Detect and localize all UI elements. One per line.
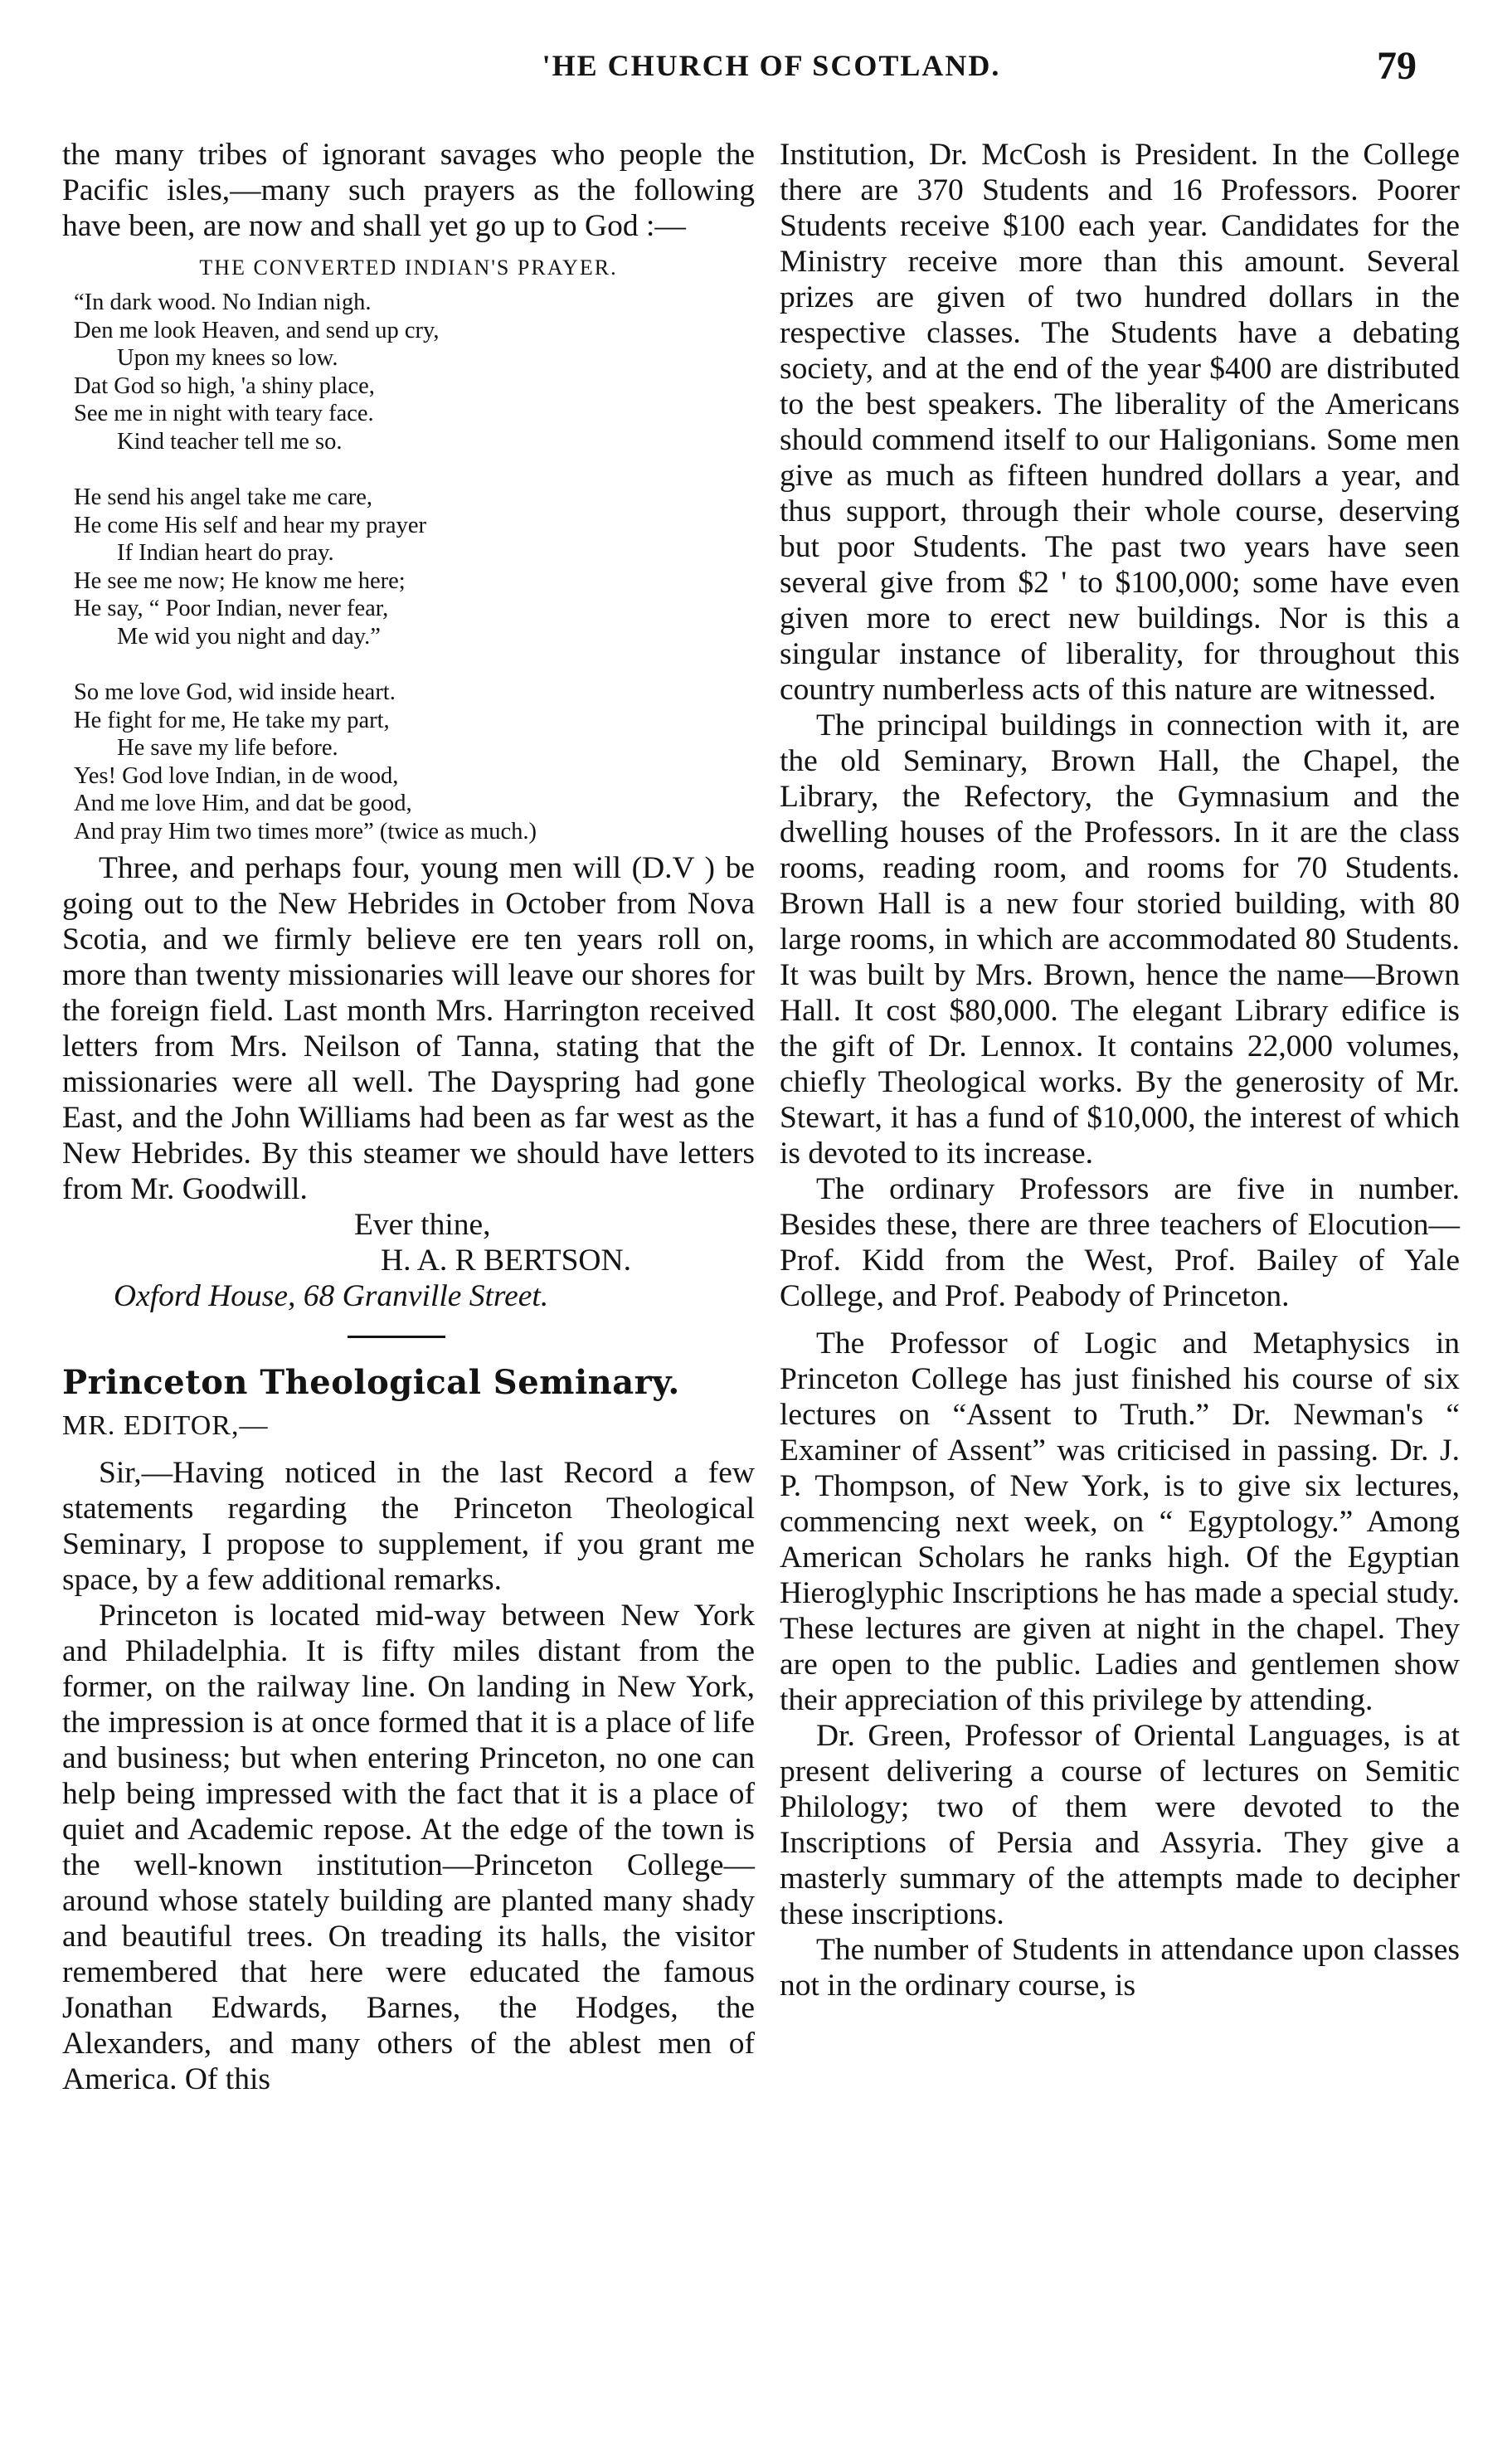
paragraph: Sir,—Having noticed in the last Record a few statements regarding the Princeton Theological Seminary, I propose to supplement, if you grant me space, by a few additional remarks. xyxy=(62,1456,755,1597)
letter-closing xyxy=(62,1207,755,1314)
poem xyxy=(74,289,755,845)
poem-line: He save my life before. xyxy=(117,735,338,761)
poem-line: If Indian heart do pray. xyxy=(117,540,334,566)
paragraph: Dr. Green, Professor of Oriental Languages, is at present delivering a course of lectures on Semitic Philology; two of them were devoted to the Inscriptions of Persia and Assyria. They give a masterly summary of the attempts made to decipher these inscriptions. xyxy=(780,1719,1460,1931)
poem-line: See me in night with teary face. xyxy=(74,401,374,426)
paragraph-gap xyxy=(780,1314,1460,1326)
page-number: 79 xyxy=(1377,44,1417,88)
left-column xyxy=(62,137,755,2097)
poem-line: He come His self and hear my prayer xyxy=(74,512,426,538)
poem-line: Upon my knees so low. xyxy=(117,345,338,371)
paragraph: Three, and perhaps four, young men will (D.V ) be going out to the New Hebrides in October from Nova Scotia, and we firmly believe ere ten years roll on, more than twenty missionaries will leave our shores for the foreign field. Last month Mrs. Harrington received letters from Mrs. Neilson of Tanna, stating that the missionaries were all well. The Dayspring had gone East, and the John Williams had been as far west as the New Hebrides. By this steamer we should have letters from Mr. Goodwill. xyxy=(62,851,755,1206)
poem-line: Yes! God love Indian, in de wood, xyxy=(74,762,399,789)
closing-valediction: Ever thine, xyxy=(354,1208,491,1242)
salutation: MR. EDITOR,— xyxy=(62,1410,269,1441)
poem-line: And me love Him, and dat be good, xyxy=(74,791,412,816)
poem-line: And pray Him two times more” (twice as much.) xyxy=(74,818,537,844)
poem-title: THE CONVERTED INDIAN'S PRAYER. xyxy=(199,256,618,280)
poem-line: He say, “ Poor Indian, never fear, xyxy=(74,596,389,621)
paragraph: The principal buildings in connection with it, are the old Seminary, Brown Hall, the Chapel, the Library, the Refectory, the Gymnasium and the dwelling houses of the Professors. In it are the class rooms, reading room, and rooms for 70 Students. Brown Hall is a new four storied building, with 80 large rooms, in which are accommodated 80 Students. It was built by Mrs. Brown, hence the name—Brown Hall. It cost $80,000. The elegant Library edifice is the gift of Dr. Lennox. It contains 22,000 volumes, chiefly Theological works. By the generosity of Mr. Stewart, it has a fund of $10,000, the interest of which is devoted to its increase. xyxy=(780,708,1460,1171)
paragraph: Institution, Dr. McCosh is President. In the College there are 370 Students and 16 Professors. Poorer Students receive $100 each year. Candidates for the Ministry receive more than this amount. Several prizes are given of two hundred dollars in the respective classes. The Students have a debating society, and at the end of the year $400 are distributed to the best speakers. The liberality of the Americans should commend itself to our Haligonians. Some men give as much as fifteen hundred dollars a year, and thus support, through their whole course, deserving but poor Students. The past two years have seen several give from $2 ' to $100,000; some have even given more to erect new buildings. Nor is this a singular instance of liberality, for throughout this country numberless acts of this nature are witnessed. xyxy=(780,138,1460,707)
poem-stanza xyxy=(74,484,755,650)
poem-line: So me love God, wid inside heart. xyxy=(74,679,396,705)
poem-line: He see me now; He know me here; xyxy=(74,567,406,594)
right-column xyxy=(780,137,1460,2003)
poem-line: Kind teacher tell me so. xyxy=(117,428,343,455)
poem-line: Dat God so high, 'a shiny place, xyxy=(74,372,375,399)
poem-line: Den me look Heaven, and send up cry, xyxy=(74,317,440,343)
section-title: Princeton Theological Seminary. xyxy=(62,1363,680,1402)
page-header xyxy=(0,44,1512,98)
closing-signature: H. A. R BERTSON. xyxy=(381,1244,631,1278)
poem-stanza xyxy=(74,289,755,455)
poem-line: “In dark wood. No Indian nigh. xyxy=(74,290,372,315)
paragraph: The Professor of Logic and Metaphysics in Princeton College has just finished his course of six lectures on “Assent to Truth.” Dr. Newman's “ Examiner of Assent” was criticised in passing. Dr. J. P. Thompson, of New York, is to give six lectures, commencing next week, on “ Egyptology.” Among American Scholars he ranks high. Of the Egyptian Hieroglyphic Inscriptions he has made a special study. These lectures are given at night in the chapel. They are open to the public. Ladies and gentlemen show their appreciation of this privilege by attending. xyxy=(780,1326,1460,1717)
poem-line: He fight for me, He take my part, xyxy=(74,707,390,733)
paragraph: Princeton is located mid-way between New York and Philadelphia. It is fifty miles distant from the former, on the railway line. On landing in New York, the impression is at once formed that it is a place of life and business; but when entering Princeton, no one can help being impressed with the fact that it is a place of quiet and Academic repose. At the edge of the town is the well-known institution—Princeton College—around whose stately building are planted many shady and beautiful trees. On treading its halls, the visitor remembered that here were educated the famous Jonathan Edwards, Barnes, the Hodges, the Alexanders, and many others of the ablest men of America. Of this xyxy=(62,1599,755,2096)
section-divider xyxy=(348,1336,445,1338)
running-title: 'HE CHURCH OF SCOTLAND. xyxy=(542,49,1001,82)
poem-line: He send his angel take me care, xyxy=(74,484,373,510)
paragraph: The number of Students in attendance upon classes not in the ordinary course, is xyxy=(780,1933,1460,2003)
intro-paragraph: the many tribes of ignorant savages who people the Pacific isles,—many such prayers as the following have been, are now and shall yet go up to God :— xyxy=(62,138,755,243)
poem-stanza xyxy=(74,679,755,845)
paragraph: The ordinary Professors are five in number. Besides these, there are three teachers of Elocution—Prof. Kidd from the West, Prof. Bailey of Yale College, and Prof. Peabody of Princeton. xyxy=(780,1172,1460,1313)
poem-line: Me wid you night and day.” xyxy=(117,623,381,650)
closing-address: Oxford House, 68 Granville Street. xyxy=(114,1279,549,1313)
